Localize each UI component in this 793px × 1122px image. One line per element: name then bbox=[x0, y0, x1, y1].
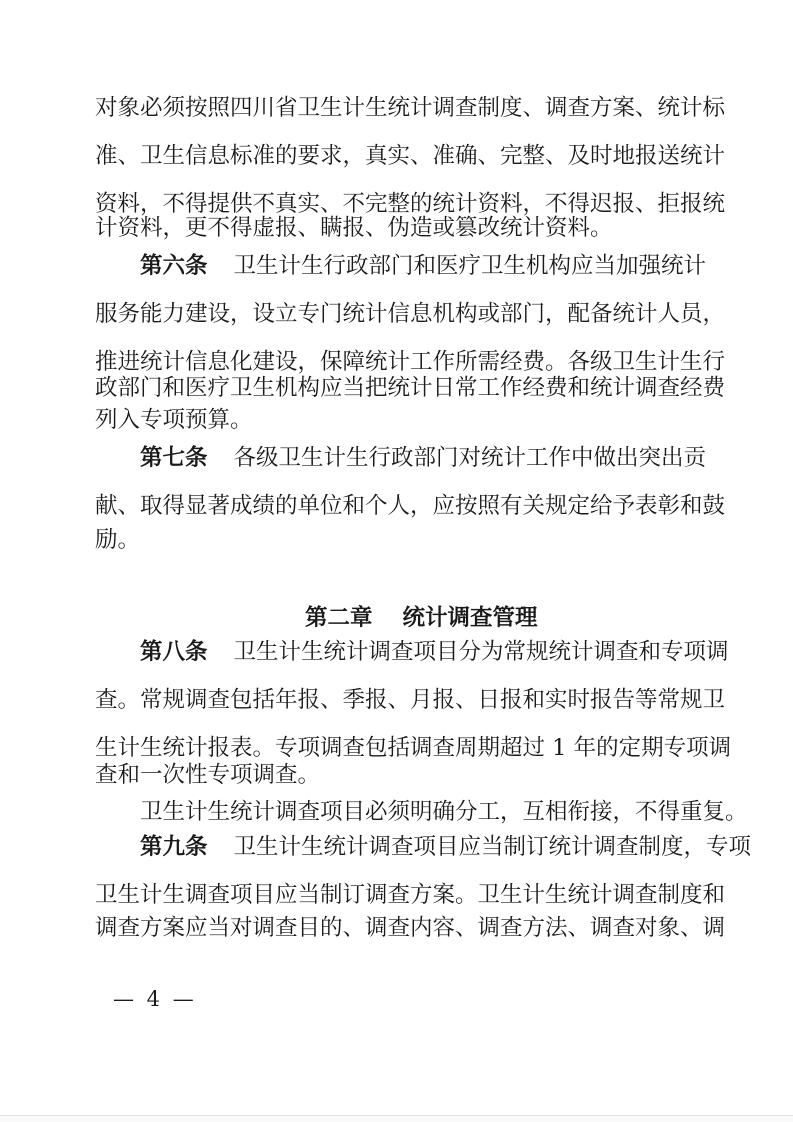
text-line: 卫生计生统计调查项目必须明确分工，互相衔接，不得重复。 bbox=[140, 799, 748, 825]
text-line: 对象必须按照四川省卫生计生统计调查制度、调查方案、统计标 bbox=[95, 95, 726, 121]
text-line: 资料，不得提供不真实、不完整的统计资料，不得迟报、拒报统 bbox=[95, 191, 726, 217]
chapter-title: 统计调查管理 bbox=[402, 605, 538, 631]
chapter-number: 第二章 bbox=[305, 605, 373, 631]
text-line: 查。常规调查包括年报、季报、月报、日报和实时报告等常规卫 bbox=[95, 687, 726, 713]
text-line: 推进统计信息化建设，保障统计工作所需经费。各级卫生计生行 bbox=[95, 349, 726, 375]
article-9-first-line bbox=[140, 830, 752, 864]
page-number: — 4 — bbox=[113, 987, 197, 1011]
text-line: 励。 bbox=[95, 527, 141, 553]
text-line: 生计生统计报表。专项调查包括调查周期超过 1 年的定期专项调 bbox=[95, 735, 732, 761]
text-line: 计资料，更不得虚报、瞒报、伪造或篡改统计资料。 bbox=[95, 215, 613, 241]
text-line: 卫生计生调查项目应当制订调查方案。卫生计生统计调查制度和 bbox=[95, 882, 726, 908]
text-segment: 卫生计生统计调查项目分为常规统计调查和专项调 bbox=[233, 639, 729, 665]
text-line: 查和一次性专项调查。 bbox=[95, 762, 321, 788]
article-6-title: 第六条 bbox=[140, 253, 208, 279]
article-9-title: 第九条 bbox=[140, 834, 208, 860]
text-segment: 卫生计生统计调查项目应当制订统计调查制度，专项 bbox=[233, 834, 752, 860]
text-line: 献、取得显著成绩的单位和个人，应按照有关规定给予表彰和鼓 bbox=[95, 493, 726, 519]
text-line: 政部门和医疗卫生机构应当把统计日常工作经费和统计调查经费 bbox=[95, 375, 726, 401]
page-bottom-edge bbox=[0, 1115, 793, 1122]
article-6-first-line bbox=[140, 249, 707, 283]
text-line: 准、卫生信息标准的要求，真实、准确、完整、及时地报送统计 bbox=[95, 143, 726, 169]
chapter-heading bbox=[305, 601, 605, 635]
article-7-title: 第七条 bbox=[140, 445, 208, 471]
text-line: 服务能力建设，设立专门统计信息机构或部门，配备统计人员， bbox=[95, 301, 726, 327]
article-8-title: 第八条 bbox=[140, 639, 208, 665]
text-line: 列入专项预算。 bbox=[95, 407, 253, 433]
text-segment: 卫生计生行政部门和医疗卫生机构应当加强统计 bbox=[233, 253, 707, 279]
text-segment: 各级卫生计生行政部门对统计工作中做出突出贡 bbox=[233, 445, 707, 471]
text-line: 调查方案应当对调查目的、调查内容、调查方法、调查对象、调 bbox=[95, 915, 726, 941]
article-8-first-line bbox=[140, 635, 729, 669]
article-7-first-line bbox=[140, 441, 707, 475]
